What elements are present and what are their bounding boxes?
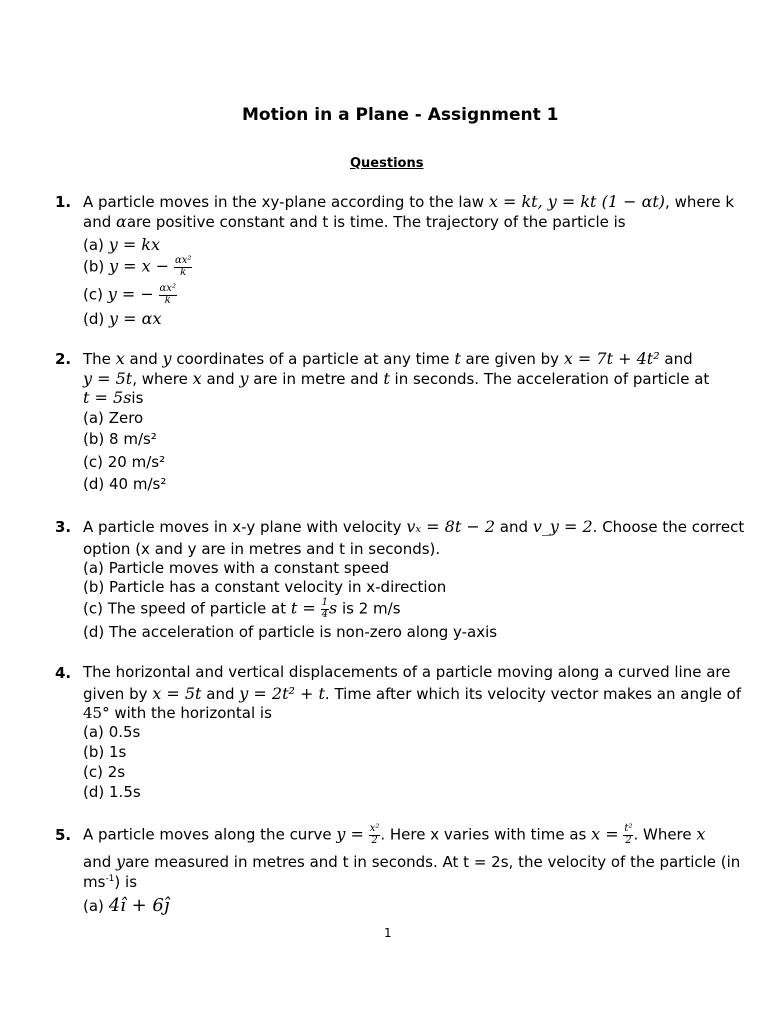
question-text-line <box>83 704 272 723</box>
question-text: and <box>206 685 235 703</box>
option-label: (c) <box>83 763 103 781</box>
option-text: Zero <box>108 409 144 427</box>
question-number: 5. <box>55 826 72 844</box>
option-d <box>83 475 166 494</box>
option-c <box>83 763 125 782</box>
question-text-line <box>83 212 626 232</box>
option-c <box>83 598 401 620</box>
question-text-line <box>83 517 744 537</box>
math-expression: x = 7t + 4t² <box>563 349 660 368</box>
page-number: 1 <box>384 926 392 940</box>
option-label: (c) <box>83 285 103 304</box>
math-expression: t = 5s <box>83 388 132 407</box>
fraction-denominator: 2 <box>625 834 632 846</box>
fraction <box>321 598 329 620</box>
question-text-line <box>83 663 730 682</box>
question-text: The horizontal and vertical displacements of a particle moving along a curved line are <box>83 663 731 681</box>
fraction-numerator: 1 <box>321 597 328 608</box>
question-text: and <box>499 518 529 536</box>
fraction <box>369 824 381 846</box>
question-text: and <box>664 350 693 368</box>
option-text: 1.5s <box>109 783 141 801</box>
math-expression: y = 2t² + t <box>239 684 325 703</box>
question-text: are positive constant and t is time. The trajectory of the particle is <box>126 213 626 231</box>
option-label: (b) <box>83 430 105 448</box>
option-math: y = αx <box>109 309 162 328</box>
question-text: A particle moves in x-y plane with velocity <box>83 518 402 536</box>
question-text: are measured in metres and t in seconds. At t = 2s, the velocity of the particle (in <box>125 853 741 871</box>
fraction-numerator: t² <box>624 823 633 834</box>
option-text: Particle moves with a constant speed <box>108 559 390 577</box>
fraction-denominator: 2 <box>371 834 378 846</box>
math-symbol: α <box>116 212 127 231</box>
question-text: and <box>129 350 158 368</box>
option-b <box>83 743 126 762</box>
option-label: (c) <box>83 453 103 471</box>
option-a <box>83 409 143 428</box>
question-text: coordinates of a particle at any time <box>176 350 450 368</box>
math-symbol: x <box>696 824 706 844</box>
option-d <box>83 783 141 802</box>
option-c <box>83 284 177 306</box>
question-text: . Where <box>633 825 692 844</box>
option-label: (c) <box>83 599 103 618</box>
question-number: 4. <box>55 664 72 682</box>
option-label: (b) <box>83 578 105 596</box>
question-text: given by <box>83 685 148 703</box>
fraction <box>623 824 633 846</box>
math-expression: x = <box>591 824 619 844</box>
math-symbol: x <box>192 369 202 388</box>
question-text: . Time after which its velocity vector makes an angle of <box>324 685 742 703</box>
question-text-line <box>83 852 740 872</box>
option-c <box>83 453 165 472</box>
question-number: 3. <box>55 518 72 536</box>
question-text: A particle moves in the xy-plane according to the law <box>83 193 485 211</box>
question-text: A particle moves along the curve <box>83 825 332 844</box>
question-text: is <box>131 389 144 407</box>
option-label: (d) <box>83 475 105 493</box>
option-a <box>83 895 169 918</box>
question-text-line <box>83 388 143 408</box>
option-b <box>83 430 157 449</box>
fraction-numerator: αx² <box>174 255 192 266</box>
math-expression: y = <box>336 824 364 844</box>
math-symbol: t <box>383 369 390 388</box>
option-label: (d) <box>83 310 105 328</box>
option-text: 0.5s <box>108 723 141 741</box>
question-text: with the horizontal is <box>114 704 272 722</box>
section-heading: Questions <box>350 156 424 171</box>
fraction-denominator: 4 <box>321 608 328 620</box>
question-text: . Here x varies with time as <box>380 825 587 844</box>
math-symbol: y <box>239 369 249 388</box>
fraction-denominator: k <box>180 266 187 278</box>
option-text: 2s <box>107 763 126 781</box>
question-text: option (x and y are in metres and t in seconds). <box>83 540 441 558</box>
math-expression: x = kt, y = kt (1 − αt) <box>488 192 666 211</box>
option-b <box>83 256 192 278</box>
question-text: and <box>83 213 112 231</box>
math-expression: 45° <box>83 704 110 722</box>
question-text-line <box>83 684 741 704</box>
option-math: 4î + 6ĵ <box>108 895 170 916</box>
fraction <box>159 284 177 306</box>
math-symbol: y <box>116 852 126 871</box>
question-text: and <box>206 370 235 388</box>
math-expression: x = 5t <box>152 684 202 703</box>
math-expression: y = 5t <box>83 369 133 388</box>
option-text: is 2 m/s <box>341 599 401 618</box>
question-text-line <box>83 349 693 369</box>
option-label: (a) <box>83 897 104 915</box>
option-math: y = − <box>107 284 154 304</box>
option-text: 1s <box>109 743 127 761</box>
superscript: -1 <box>105 874 115 884</box>
document-title: Motion in a Plane - Assignment 1 <box>242 105 559 125</box>
option-math: t = <box>290 598 316 618</box>
option-text: The speed of particle at <box>107 599 287 618</box>
fraction-numerator: x² <box>369 823 380 834</box>
option-a <box>83 235 160 255</box>
math-symbol: x <box>115 349 125 368</box>
question-text: ms <box>83 873 106 891</box>
question-text: , where <box>132 370 188 388</box>
option-text: 40 m/s² <box>109 475 167 493</box>
math-expression: vₓ = 8t − 2 <box>406 517 496 536</box>
math-expression: v_y = 2 <box>532 517 593 536</box>
option-text: The acceleration of particle is non-zero along y-axis <box>109 623 498 641</box>
option-math: y = kx <box>108 235 161 254</box>
option-label: (a) <box>83 723 104 741</box>
question-number: 1. <box>55 193 72 211</box>
question-text-line <box>83 192 734 212</box>
option-label: (b) <box>83 257 105 276</box>
question-text: , where k <box>665 193 735 211</box>
question-text-line <box>83 540 440 559</box>
question-text: are in metre and <box>253 370 379 388</box>
option-label: (a) <box>83 236 104 254</box>
option-text: Particle has a constant velocity in x-direction <box>109 578 447 596</box>
option-d <box>83 623 497 642</box>
option-a <box>83 723 140 742</box>
option-label: (a) <box>83 409 104 427</box>
question-text: ) is <box>114 873 138 891</box>
option-label: (d) <box>83 623 105 641</box>
fraction <box>174 256 192 278</box>
math-symbol: y <box>162 349 172 368</box>
option-text: 8 m/s² <box>109 430 157 448</box>
question-text: in seconds. The acceleration of particle at <box>394 370 710 388</box>
math-symbol: t <box>454 349 461 368</box>
option-label: (a) <box>83 559 104 577</box>
option-b <box>83 578 446 597</box>
question-text-line <box>83 824 705 846</box>
question-text: are given by <box>465 350 560 368</box>
option-math: y = x − <box>109 256 170 276</box>
option-math: s <box>328 598 338 618</box>
fraction-denominator: k <box>164 294 171 306</box>
option-label: (b) <box>83 743 105 761</box>
option-label: (d) <box>83 783 105 801</box>
option-d <box>83 309 161 329</box>
question-text-line <box>83 873 137 892</box>
question-text: . Choose the correct <box>592 518 745 536</box>
question-number: 2. <box>55 350 72 368</box>
question-text: and <box>83 853 112 871</box>
question-text-line <box>83 369 709 389</box>
question-text: The <box>83 350 111 368</box>
option-text: 20 m/s² <box>107 453 166 471</box>
fraction-numerator: αx² <box>159 283 176 294</box>
option-a <box>83 559 389 578</box>
